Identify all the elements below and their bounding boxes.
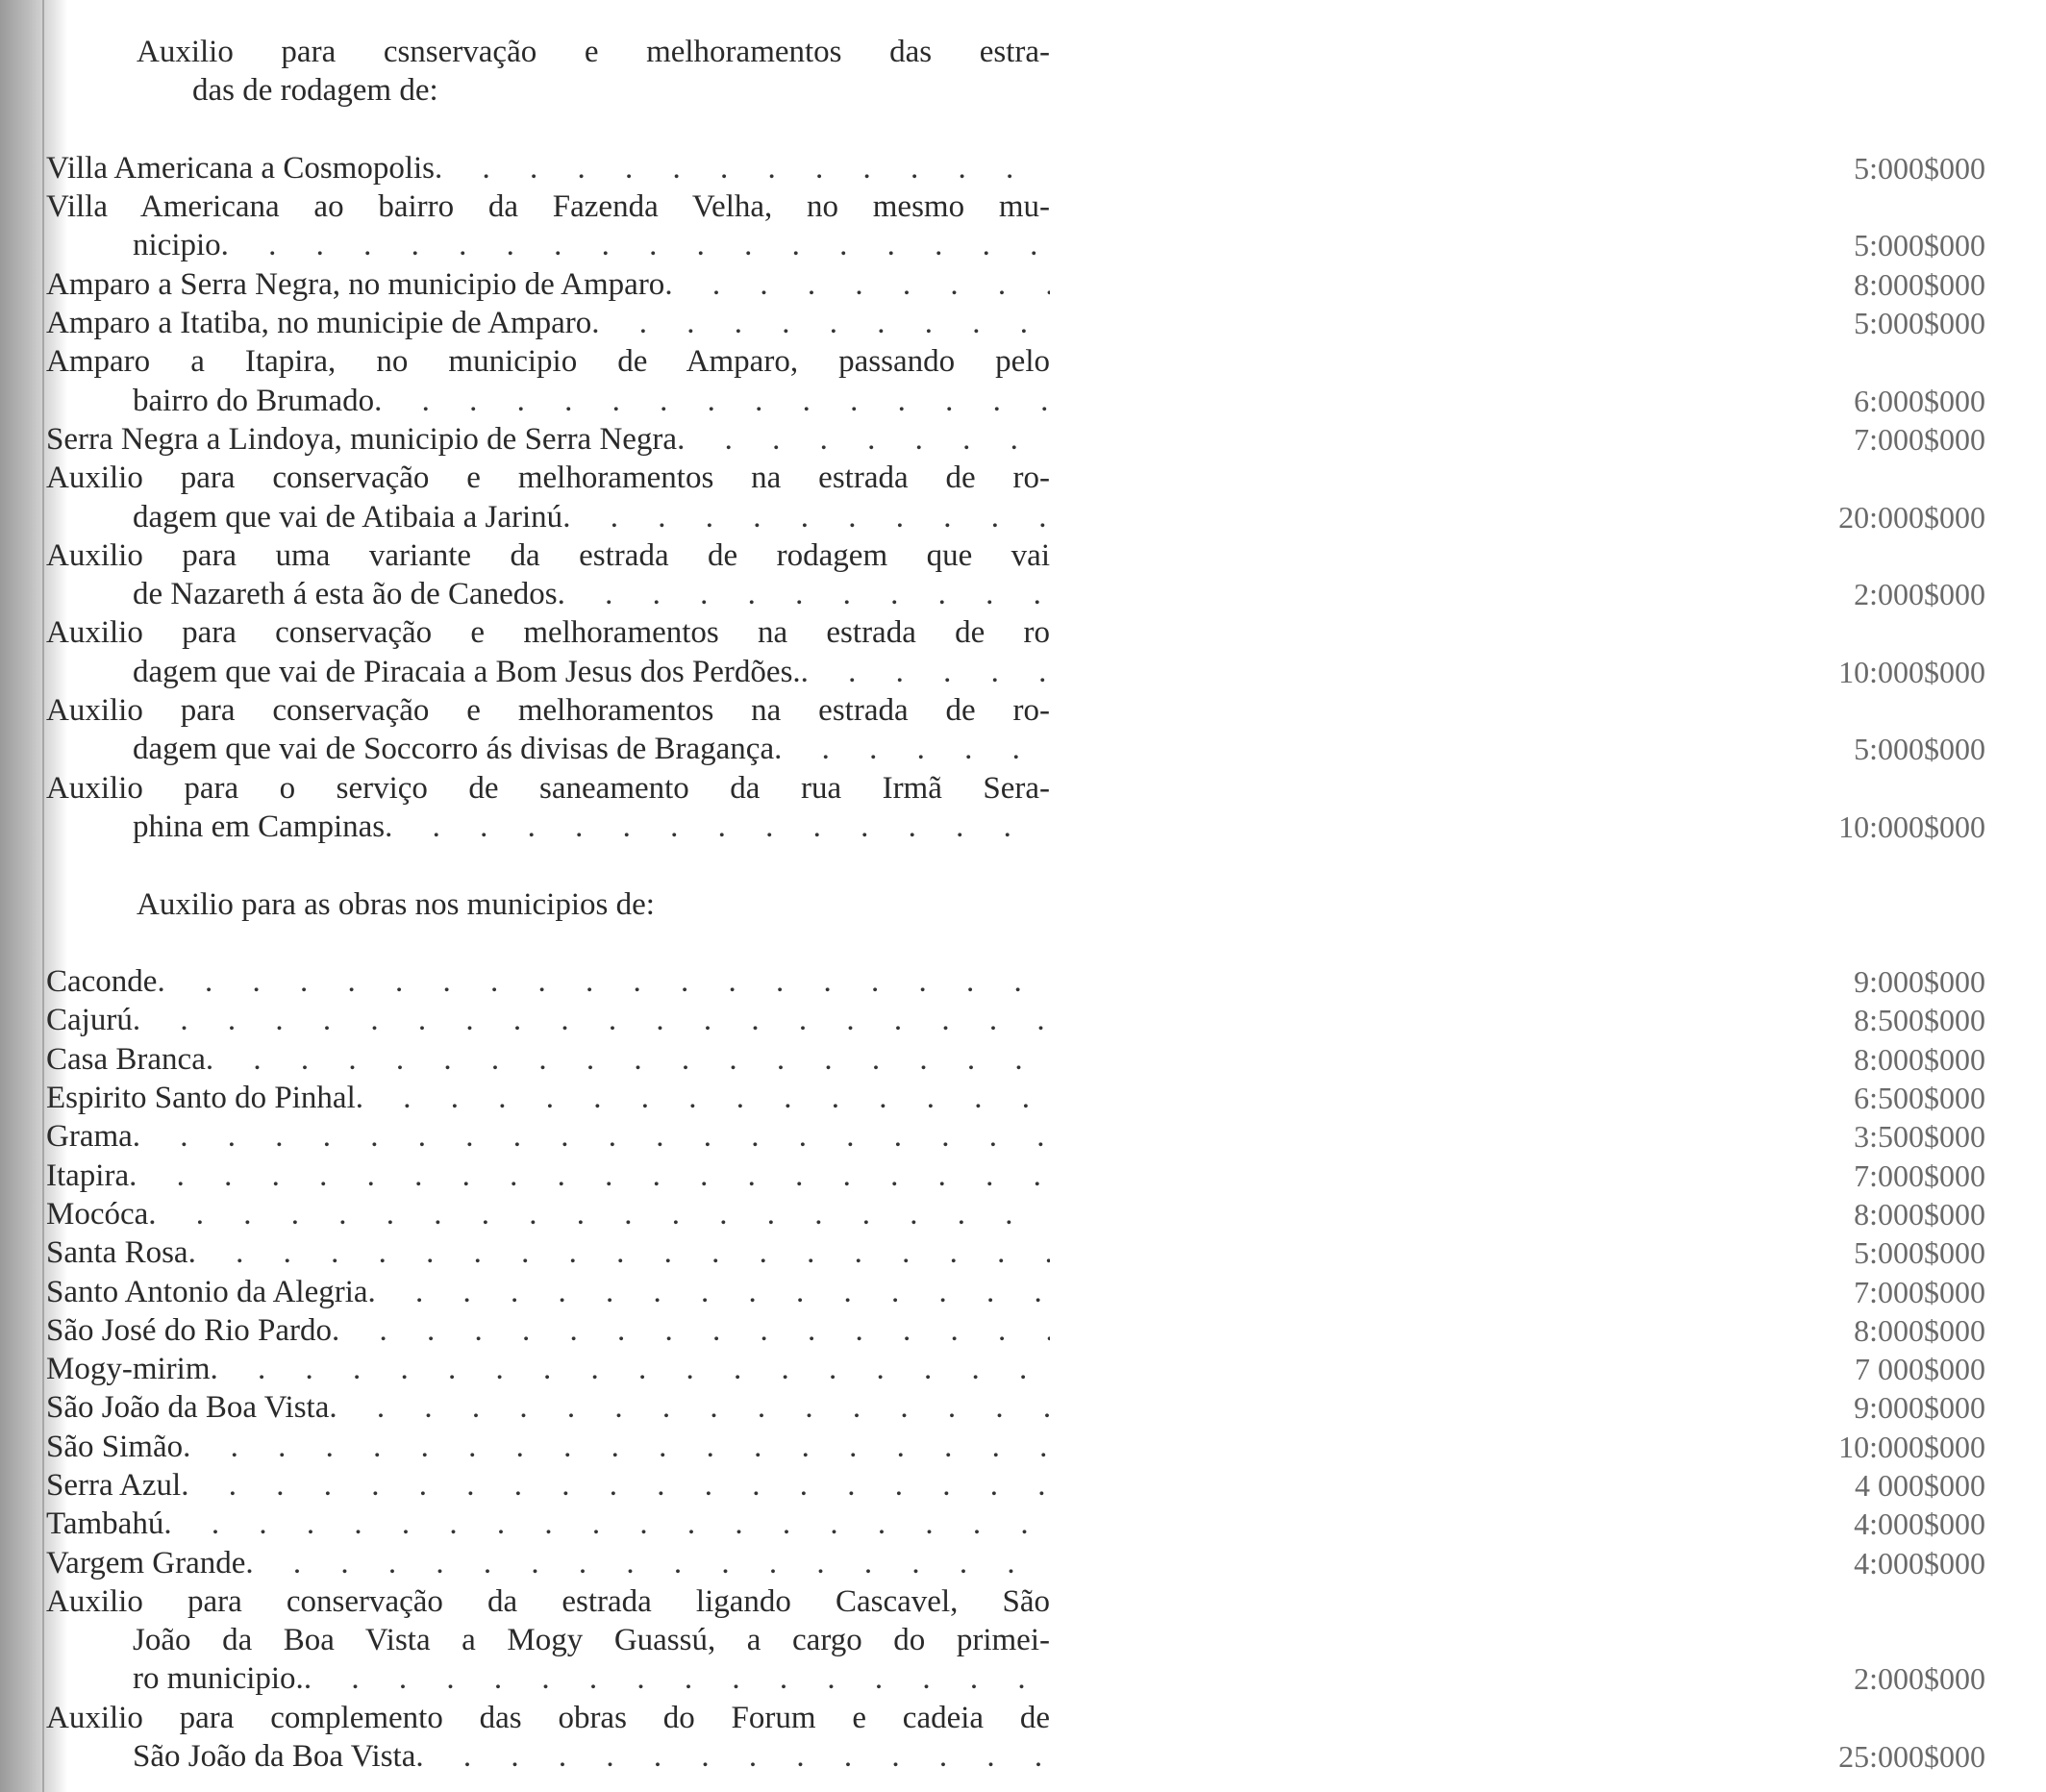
item-text-wrap	[46, 1466, 1050, 1505]
item-description: Grama	[46, 1119, 133, 1155]
item-line	[0, 1544, 2046, 1582]
item-amount: 6:000$000	[1854, 383, 1985, 418]
dot-leader	[385, 808, 1050, 846]
item-line	[0, 536, 2046, 575]
item-line	[0, 382, 2046, 420]
dot-leader	[664, 265, 1050, 304]
item-amount: 5:000$000	[1854, 1235, 1985, 1271]
item-description: Auxilio para o serviço de saneamento da rua Irmã Sera-	[46, 770, 1050, 806]
item-line	[0, 498, 2046, 536]
item-text-wrap	[46, 769, 1050, 808]
item-line	[0, 1466, 2046, 1505]
item-text-wrap	[46, 1117, 1050, 1156]
item-text-wrap	[46, 1582, 1050, 1621]
item-description: de Nazareth á esta ão de Canedos	[133, 577, 558, 612]
item-description: dagem que vai de Atibaia a Jarinú	[133, 499, 563, 535]
budget-item-list	[0, 962, 2046, 1776]
item-line	[0, 653, 2046, 691]
item-description: nicipio	[133, 228, 221, 263]
item-amount: 7:000$000	[1854, 1274, 1985, 1309]
item-text-wrap	[46, 1273, 1050, 1311]
budget-item	[0, 1079, 2046, 1117]
item-line	[0, 226, 2046, 264]
blank-line	[0, 111, 2046, 149]
item-line	[0, 808, 2046, 846]
dot-leader	[148, 1195, 1050, 1233]
item-text-wrap	[133, 653, 1050, 691]
item-line	[0, 420, 2046, 459]
budget-item	[0, 1350, 2046, 1388]
item-line	[0, 1388, 2046, 1427]
item-line	[0, 1079, 2046, 1117]
item-text-wrap	[46, 459, 1050, 497]
item-text-wrap	[46, 1699, 1050, 1737]
budget-item	[0, 304, 2046, 342]
budget-item	[0, 1195, 2046, 1233]
item-text-wrap	[46, 1544, 1050, 1582]
item-text-wrap	[133, 575, 1050, 613]
dot-leader	[221, 226, 1050, 264]
item-amount: 4:000$000	[1854, 1506, 1985, 1542]
item-line	[0, 1001, 2046, 1039]
heading-text-wrap	[137, 885, 1050, 924]
item-text-wrap	[46, 1195, 1050, 1233]
budget-item	[0, 1157, 2046, 1195]
item-text-wrap	[133, 382, 1050, 420]
dot-leader	[211, 1350, 1051, 1388]
item-description: Vargem Grande	[46, 1545, 246, 1580]
item-description: Auxilio para conservação da estrada ligando Cascavel, São	[46, 1583, 1050, 1619]
blank-line	[0, 846, 2046, 884]
dot-leader	[329, 1388, 1050, 1427]
item-text-wrap	[46, 1233, 1050, 1272]
item-line	[0, 1582, 2046, 1621]
heading-line	[0, 885, 2046, 924]
item-text-wrap	[133, 226, 1050, 264]
heading-text: Auxilio para csnservação e melhoramentos das estra-	[137, 35, 1050, 69]
item-text-wrap	[46, 304, 1050, 342]
budget-item	[0, 1505, 2046, 1543]
item-text-wrap	[133, 498, 1050, 536]
item-description: Auxilio para uma variante da estrada de rodagem que vai	[46, 537, 1050, 573]
budget-item	[0, 265, 2046, 304]
item-description: ro municipio.	[133, 1661, 304, 1697]
budget-item	[0, 420, 2046, 459]
heading-text-wrap	[192, 71, 1050, 110]
budget-item-list	[0, 149, 2046, 846]
item-text-wrap	[46, 1040, 1050, 1079]
item-description: Tambahú	[46, 1506, 164, 1542]
item-line	[0, 459, 2046, 497]
heading-text: das de rodagem de:	[192, 73, 438, 109]
item-description: Cajurú	[46, 1003, 133, 1038]
item-description: São José do Rio Pardo	[46, 1312, 332, 1348]
item-description: Mogy-mirim	[46, 1352, 211, 1387]
item-description: Auxilio para complemento das obras do Forum e cadeia de	[46, 1700, 1050, 1735]
budget-item	[0, 1544, 2046, 1582]
dot-leader	[801, 653, 1050, 691]
budget-item	[0, 1233, 2046, 1272]
item-amount: 25:000$000	[1838, 1739, 1985, 1775]
item-description: phina em Campinas	[133, 809, 386, 844]
item-amount: 2:000$000	[1854, 1661, 1985, 1697]
item-description: Mocóca	[46, 1196, 149, 1232]
dot-leader	[368, 1273, 1050, 1311]
item-description: Villa Americana ao bairro da Fazenda Velha, no mesmo mu-	[46, 189, 1050, 225]
dot-leader	[558, 575, 1050, 613]
budget-item	[0, 187, 2046, 265]
item-amount: 7:000$000	[1854, 1157, 1985, 1193]
item-description: Villa Americana a Cosmopolis	[46, 150, 436, 186]
item-text-wrap	[46, 342, 1050, 381]
item-text-wrap	[46, 149, 1050, 187]
dot-leader	[774, 730, 1050, 768]
budget-item	[0, 1428, 2046, 1466]
item-amount: 8:000$000	[1854, 266, 1985, 302]
item-amount: 5:000$000	[1854, 306, 1985, 341]
item-amount: 6:500$000	[1854, 1081, 1985, 1116]
item-line	[0, 730, 2046, 768]
item-line	[0, 1737, 2046, 1776]
item-description: Santa Rosa	[46, 1235, 188, 1271]
budget-item	[0, 459, 2046, 536]
item-description: bairro do Brumado	[133, 383, 375, 418]
heading-line	[0, 33, 2046, 71]
heading-line	[0, 71, 2046, 110]
item-line	[0, 1040, 2046, 1079]
dot-leader	[591, 304, 1050, 342]
item-line	[0, 1157, 2046, 1195]
item-line	[0, 1117, 2046, 1156]
item-description: Espirito Santo do Pinhal	[46, 1081, 356, 1116]
item-amount: 2:000$000	[1854, 577, 1985, 612]
item-amount: 20:000$000	[1838, 499, 1985, 535]
item-description: Auxilio para conservação e melhoramentos na estrada de ro-	[46, 460, 1050, 496]
budget-item	[0, 769, 2046, 847]
budget-item	[0, 1388, 2046, 1427]
item-line	[0, 342, 2046, 381]
item-line	[0, 187, 2046, 226]
dot-leader	[188, 1233, 1050, 1272]
item-line	[0, 613, 2046, 652]
item-amount: 3:500$000	[1854, 1119, 1985, 1155]
item-text-wrap	[46, 1001, 1050, 1039]
budget-item	[0, 691, 2046, 769]
item-description: dagem que vai de Soccorro ás divisas de Bragança	[133, 732, 775, 767]
item-line	[0, 691, 2046, 730]
item-text-wrap	[133, 808, 1050, 846]
item-line	[0, 1233, 2046, 1272]
dot-leader	[332, 1311, 1050, 1350]
item-text-wrap	[46, 187, 1050, 226]
budget-item	[0, 962, 2046, 1001]
item-amount: 7:000$000	[1854, 421, 1985, 457]
budget-item	[0, 149, 2046, 187]
dot-leader	[374, 382, 1050, 420]
item-line	[0, 1659, 2046, 1698]
item-text-wrap	[46, 1311, 1050, 1350]
item-description: São João da Boa Vista	[133, 1739, 416, 1775]
item-amount: 5:000$000	[1854, 732, 1985, 767]
item-amount: 8:500$000	[1854, 1003, 1985, 1038]
item-amount: 10:000$000	[1838, 1429, 1985, 1464]
item-line	[0, 304, 2046, 342]
item-description: São Simão	[46, 1429, 184, 1464]
item-amount: 8:000$000	[1854, 1041, 1985, 1077]
item-text-wrap	[133, 1659, 1050, 1698]
item-text-wrap	[46, 1079, 1050, 1117]
budget-item	[0, 1273, 2046, 1311]
budget-document	[0, 33, 2046, 1776]
item-description: São João da Boa Vista	[46, 1390, 330, 1426]
item-description: João da Boa Vista a Mogy Guassú, a cargo do primei-	[133, 1623, 1050, 1658]
item-text-wrap	[46, 1428, 1050, 1466]
item-description: Casa Branca	[46, 1041, 206, 1077]
budget-item	[0, 1117, 2046, 1156]
item-text-wrap	[46, 536, 1050, 575]
dot-leader	[181, 1466, 1050, 1505]
item-description: Amparo a Serra Negra, no municipio de Amparo	[46, 266, 665, 302]
budget-item	[0, 1699, 2046, 1777]
item-text-wrap	[46, 1157, 1050, 1195]
blank-line	[0, 924, 2046, 962]
item-text-wrap	[46, 1350, 1050, 1388]
item-text-wrap	[46, 962, 1050, 1001]
dot-leader	[304, 1659, 1050, 1698]
budget-item	[0, 1001, 2046, 1039]
dot-leader	[435, 149, 1050, 187]
item-amount: 8:000$000	[1854, 1196, 1985, 1232]
item-amount: 4:000$000	[1854, 1545, 1985, 1580]
item-line	[0, 265, 2046, 304]
item-text-wrap	[46, 613, 1050, 652]
item-line	[0, 1350, 2046, 1388]
item-description: Amparo a Itapira, no municipio de Amparo, passando pelo	[46, 344, 1050, 380]
section-heading	[0, 885, 2046, 924]
dot-leader	[562, 498, 1050, 536]
item-line	[0, 1273, 2046, 1311]
item-line	[0, 1428, 2046, 1466]
budget-item	[0, 536, 2046, 614]
budget-item	[0, 1466, 2046, 1505]
dot-leader	[206, 1040, 1050, 1079]
item-line	[0, 1195, 2046, 1233]
item-line	[0, 962, 2046, 1001]
item-line	[0, 149, 2046, 187]
budget-item	[0, 1582, 2046, 1699]
dot-leader	[157, 962, 1050, 1001]
item-text-wrap	[133, 730, 1050, 768]
item-amount: 10:000$000	[1838, 654, 1985, 689]
heading-text: Auxilio para as obras nos municipios de:	[137, 886, 655, 922]
item-line	[0, 575, 2046, 613]
heading-text-wrap	[137, 33, 1050, 71]
item-text-wrap	[46, 420, 1050, 459]
item-amount: 4 000$000	[1855, 1467, 1985, 1503]
item-amount: 9:000$000	[1854, 964, 1985, 1000]
item-amount: 8:000$000	[1854, 1312, 1985, 1348]
item-text-wrap	[46, 1388, 1050, 1427]
item-text-wrap	[46, 1505, 1050, 1543]
item-description: Caconde	[46, 964, 158, 1000]
item-line	[0, 769, 2046, 808]
dot-leader	[677, 420, 1050, 459]
item-amount: 10:000$000	[1838, 809, 1985, 844]
item-text-wrap	[46, 691, 1050, 730]
dot-leader	[133, 1001, 1050, 1039]
budget-item	[0, 613, 2046, 691]
item-amount: 7 000$000	[1855, 1352, 1985, 1387]
item-line	[0, 1699, 2046, 1737]
item-description: Amparo a Itatiba, no municipie de Amparo	[46, 306, 592, 341]
dot-leader	[129, 1157, 1050, 1195]
dot-leader	[415, 1737, 1050, 1776]
budget-item	[0, 342, 2046, 420]
item-description: dagem que vai de Piracaia a Bom Jesus dos Perdões.	[133, 654, 801, 689]
item-line	[0, 1505, 2046, 1543]
section-heading	[0, 33, 2046, 111]
item-line	[0, 1311, 2046, 1350]
item-description: Santo Antonio da Alegria	[46, 1274, 368, 1309]
dot-leader	[245, 1544, 1050, 1582]
budget-item	[0, 1040, 2046, 1079]
dot-leader	[183, 1428, 1050, 1466]
item-amount: 5:000$000	[1854, 228, 1985, 263]
item-text-wrap	[133, 1621, 1050, 1659]
dot-leader	[163, 1505, 1050, 1543]
item-amount: 9:000$000	[1854, 1390, 1985, 1426]
item-text-wrap	[46, 265, 1050, 304]
budget-item	[0, 1311, 2046, 1350]
item-line	[0, 1621, 2046, 1659]
item-description: Auxilio para conservação e melhoramentos na estrada de ro-	[46, 693, 1050, 729]
dot-leader	[133, 1117, 1050, 1156]
item-description: Serra Azul	[46, 1467, 182, 1503]
item-description: Itapira	[46, 1157, 130, 1193]
item-amount: 5:000$000	[1854, 150, 1985, 186]
item-description: Serra Negra a Lindoya, municipio de Serra Negra	[46, 421, 678, 457]
dot-leader	[356, 1079, 1050, 1117]
item-description: Auxilio para conservação e melhoramentos na estrada de ro	[46, 615, 1050, 651]
item-text-wrap	[133, 1737, 1050, 1776]
